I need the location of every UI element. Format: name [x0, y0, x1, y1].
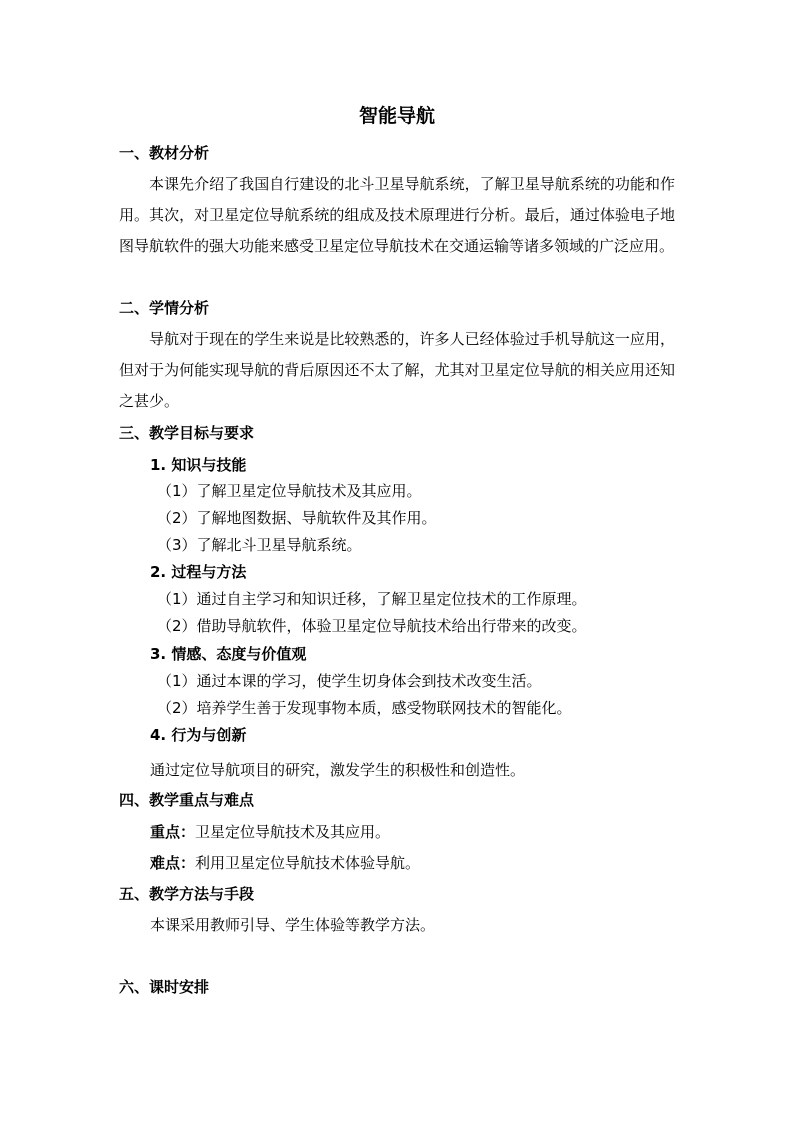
difficult-point-line	[150, 852, 420, 874]
section-heading-key-difficult-points: 四、教学重点与难点	[119, 791, 255, 809]
difficult-point-text: 利用卫星定位导航技术体验导航。	[195, 854, 421, 872]
section-heading-class-schedule: 六、课时安排	[119, 978, 210, 996]
difficult-point-label: 难点：	[150, 854, 196, 872]
section-heading-student-analysis: 二、学情分析	[119, 299, 210, 317]
goal-group-behavior-innovation: 4. 行为与创新	[150, 726, 247, 744]
goal-item: （2）了解地图数据、导航软件及其作用。	[157, 509, 437, 527]
section-heading-textbook-analysis: 一、教材分析	[119, 144, 210, 162]
goal-item: （1）通过本课的学习，使学生切身体会到技术改变生活。	[157, 672, 542, 690]
goal-item: （1）通过自主学习和知识迁移，了解卫星定位技术的工作原理。	[157, 590, 587, 608]
goal-item: （3）了解北斗卫星导航系统。	[157, 536, 362, 554]
goal-item: （2）借助导航软件，体验卫星定位导航技术给出行带来的改变。	[157, 617, 587, 635]
section-body-student-analysis: 导航对于现在的学生来说是比较熟悉的，许多人已经体验过手机导航这一应用，但对于为何能实现导航的背后原因还不太了解，尤其对卫星定位导航的相关应用还知之甚少。	[119, 330, 675, 410]
key-point-line	[150, 821, 390, 843]
section-body-teaching-methods: 本课采用教师引导、学生体验等教学方法。	[150, 916, 436, 934]
section-heading-teaching-goals: 三、教学目标与要求	[119, 424, 255, 442]
goal-group-process-methods: 2. 过程与方法	[150, 563, 247, 581]
key-point-label: 重点：	[150, 823, 196, 841]
goal-group-attitude-values: 3. 情感、态度与价值观	[150, 645, 307, 663]
goal-item: 通过定位导航项目的研究，激发学生的积极性和创造性。	[150, 761, 526, 779]
section-heading-teaching-methods: 五、教学方法与手段	[119, 885, 255, 903]
goal-item: （2）培养学生善于发现事物本质，感受物联网技术的智能化。	[157, 699, 572, 717]
page-title: 智能导航	[358, 105, 435, 127]
goal-group-knowledge-skills: 1. 知识与技能	[150, 456, 247, 474]
section-body-textbook-analysis: 本课先介绍了我国自行建设的北斗卫星导航系统，了解卫星导航系统的功能和作用。其次，对卫星定位导航系统的组成及技术原理进行分析。最后，通过体验电子地图导航软件的强大功能来感受卫星定位导航技术在交通运输等诸多领域的广泛应用。	[119, 175, 675, 255]
key-point-text: 卫星定位导航技术及其应用。	[195, 823, 391, 841]
goal-item: （1）了解卫星定位导航技术及其应用。	[157, 482, 422, 500]
